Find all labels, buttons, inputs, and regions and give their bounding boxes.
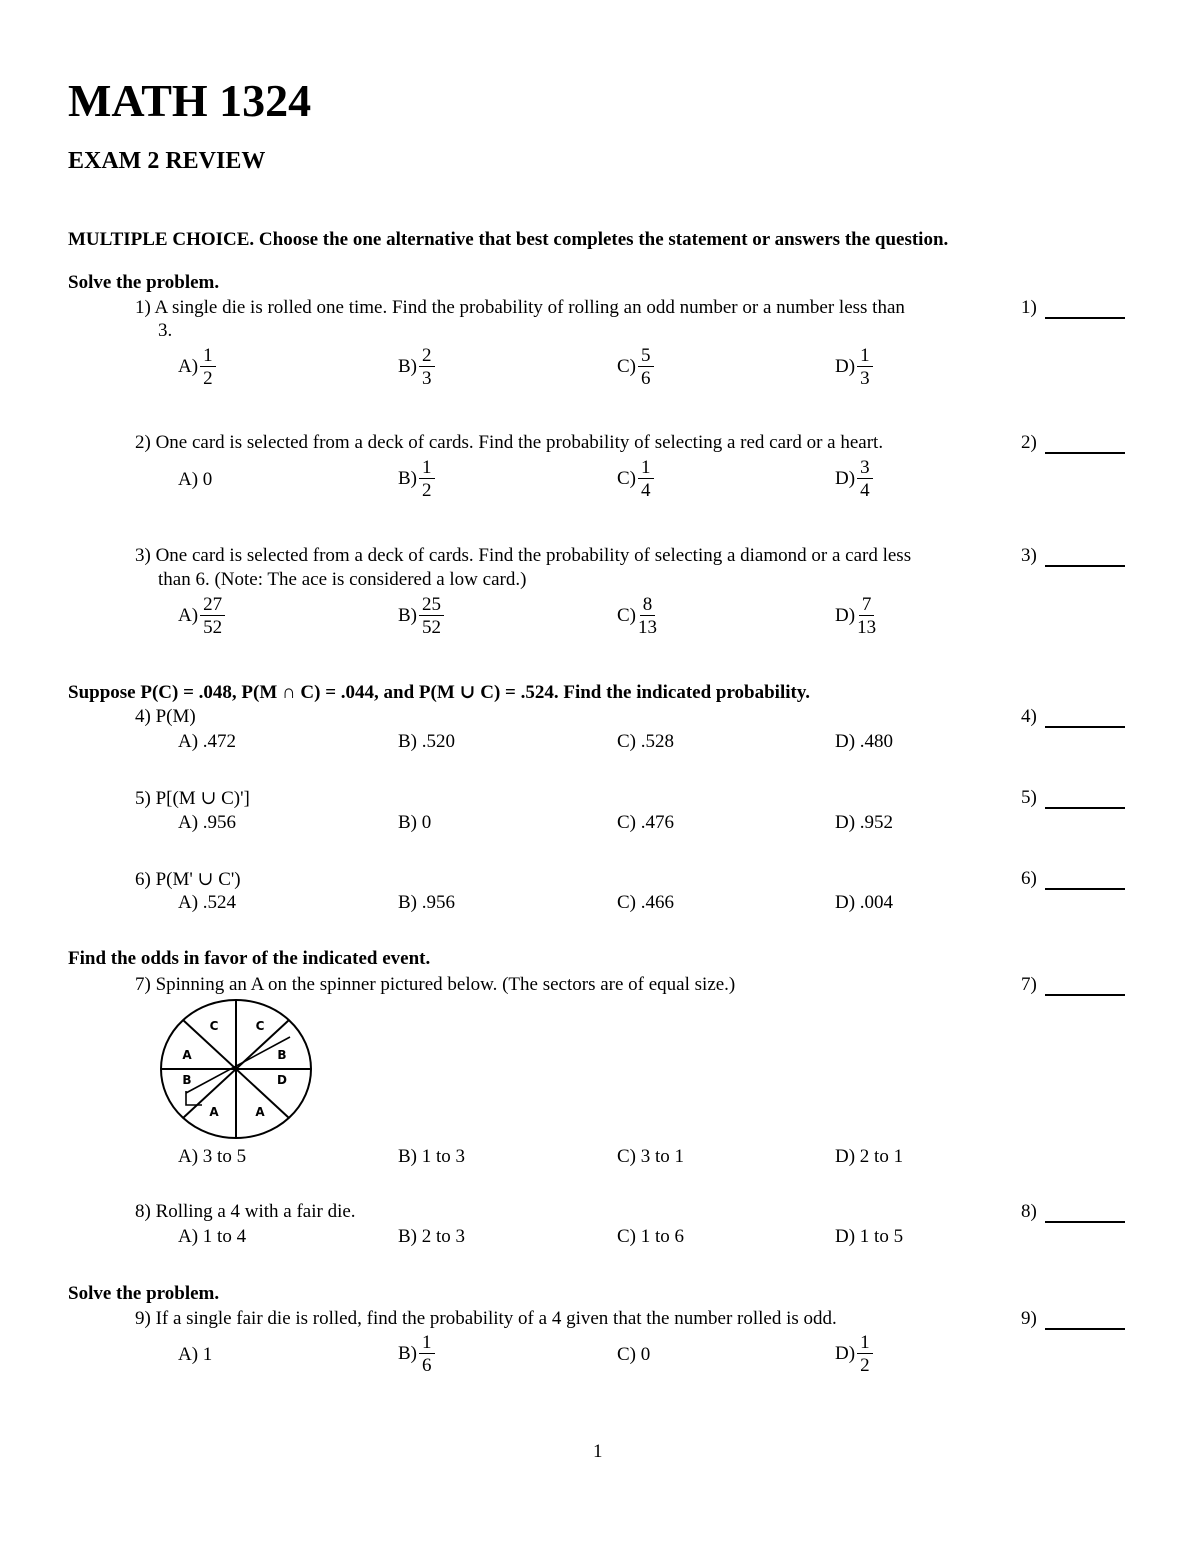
option-b[interactable]: B) $\frac{25}{52}$ bbox=[398, 595, 444, 637]
question-text: 3) One card is selected from a deck of cards. Find the probability of selecting a diamond or a card less bbox=[135, 545, 912, 566]
page-number: 1 bbox=[593, 1441, 603, 1462]
option-a[interactable]: A) $\frac{27}{52}$ bbox=[178, 595, 225, 637]
option-a[interactable]: A) $\frac{1}{2}$ bbox=[178, 346, 216, 388]
spinner-label: C bbox=[255, 1019, 265, 1033]
section-heading: Solve the problem. bbox=[68, 272, 220, 293]
option-b[interactable]: B) $\frac{2}{3}$ bbox=[398, 346, 435, 388]
option-d[interactable]: D) $\frac{1}{3}$ bbox=[835, 346, 873, 388]
answer-blank[interactable]: 8) bbox=[1021, 1201, 1125, 1223]
option-a[interactable]: A) 3 to 5 bbox=[178, 1146, 247, 1167]
page-subtitle: EXAM 2 REVIEW bbox=[68, 148, 266, 174]
option-c[interactable]: C) $\frac{8}{13}$ bbox=[617, 594, 657, 638]
option-c[interactable]: C) 1 to 6 bbox=[617, 1226, 685, 1247]
option-b[interactable]: B) $\frac{1}{2}$ bbox=[398, 458, 435, 500]
option-d[interactable]: D) .952 bbox=[835, 812, 894, 833]
option-b[interactable]: B) $\frac{1}{6}$ bbox=[398, 1333, 435, 1375]
option-a[interactable]: A) 1 to 4 bbox=[178, 1226, 247, 1247]
option-c[interactable]: C) 3 to 1 bbox=[617, 1146, 685, 1167]
option-d[interactable]: D) $\frac{7}{13}$ bbox=[835, 594, 877, 638]
instructions: MULTIPLE CHOICE. Choose the one alternative that best completes the statement or answers the question. bbox=[68, 229, 949, 250]
option-a[interactable]: A) 1 bbox=[178, 1344, 213, 1365]
question-text: 9) If a single fair die is rolled, find the probability of a 4 given that the number rolled is odd. bbox=[135, 1308, 837, 1329]
option-b[interactable]: B) 2 to 3 bbox=[398, 1226, 466, 1247]
question-text: 6) P(M' ∪ C') bbox=[135, 869, 241, 890]
answer-blank[interactable]: 5) bbox=[1021, 787, 1125, 809]
question-text: 1) A single die is rolled one time. Find the probability of rolling an odd number or a number less than bbox=[135, 297, 905, 318]
option-d[interactable]: D) .004 bbox=[835, 892, 894, 913]
section-heading: Suppose P(C) = .048, P(M ∩ C) = .044, and P(M ∪ C) = .524. Find the indicated probability. bbox=[68, 682, 811, 703]
option-c[interactable]: C) 0 bbox=[617, 1344, 651, 1365]
option-d[interactable]: D) 1 to 5 bbox=[835, 1226, 904, 1247]
spinner-diagram bbox=[158, 997, 314, 1141]
page-title: MATH 1324 bbox=[68, 75, 312, 126]
option-a[interactable]: A) .956 bbox=[178, 812, 237, 833]
option-a[interactable]: A) .524 bbox=[178, 892, 237, 913]
option-d[interactable]: D) $\frac{1}{2}$ bbox=[835, 1333, 873, 1375]
section-heading: Solve the problem. bbox=[68, 1283, 220, 1304]
answer-blank[interactable]: 2) bbox=[1021, 432, 1125, 454]
spinner-label: A bbox=[255, 1105, 265, 1119]
question-text: 7) Spinning an A on the spinner pictured below. (The sectors are of equal size.) bbox=[135, 974, 736, 995]
question-text: 3. bbox=[158, 320, 173, 341]
section-heading: Find the odds in favor of the indicated event. bbox=[68, 948, 431, 969]
option-c[interactable]: C) .528 bbox=[617, 731, 674, 752]
spinner-label: B bbox=[182, 1073, 192, 1087]
spinner-label: C bbox=[209, 1019, 219, 1033]
question-text: 5) P[(M ∪ C)'] bbox=[135, 788, 250, 809]
spinner-label: B bbox=[277, 1048, 287, 1062]
spinner-label: D bbox=[277, 1073, 287, 1087]
option-c[interactable]: C) $\frac{5}{6}$ bbox=[617, 346, 654, 388]
answer-blank[interactable]: 3) bbox=[1021, 545, 1125, 567]
option-a[interactable]: A) .472 bbox=[178, 731, 237, 752]
answer-blank[interactable]: 4) bbox=[1021, 706, 1125, 728]
option-a[interactable]: A) 0 bbox=[178, 469, 213, 490]
option-d[interactable]: D) $\frac{3}{4}$ bbox=[835, 458, 873, 500]
question-text: 2) One card is selected from a deck of cards. Find the probability of selecting a red card or a heart. bbox=[135, 432, 884, 453]
option-c[interactable]: C) .466 bbox=[617, 892, 674, 913]
question-text: 4) P(M) bbox=[135, 706, 196, 727]
spinner-label: A bbox=[182, 1048, 192, 1062]
answer-blank[interactable]: 1) bbox=[1021, 297, 1125, 319]
option-b[interactable]: B) .956 bbox=[398, 892, 455, 913]
option-c[interactable]: C) $\frac{1}{4}$ bbox=[617, 458, 654, 500]
option-c[interactable]: C) .476 bbox=[617, 812, 674, 833]
answer-blank[interactable]: 7) bbox=[1021, 974, 1125, 996]
option-b[interactable]: B) 0 bbox=[398, 812, 432, 833]
question-text: than 6. (Note: The ace is considered a low card.) bbox=[158, 569, 527, 590]
option-b[interactable]: B) 1 to 3 bbox=[398, 1146, 466, 1167]
option-d[interactable]: D) 2 to 1 bbox=[835, 1146, 904, 1167]
answer-blank[interactable]: 9) bbox=[1021, 1308, 1125, 1330]
option-d[interactable]: D) .480 bbox=[835, 731, 894, 752]
spinner-label: A bbox=[209, 1105, 219, 1119]
option-b[interactable]: B) .520 bbox=[398, 731, 455, 752]
question-text: 8) Rolling a 4 with a fair die. bbox=[135, 1201, 356, 1222]
answer-blank[interactable]: 6) bbox=[1021, 868, 1125, 890]
